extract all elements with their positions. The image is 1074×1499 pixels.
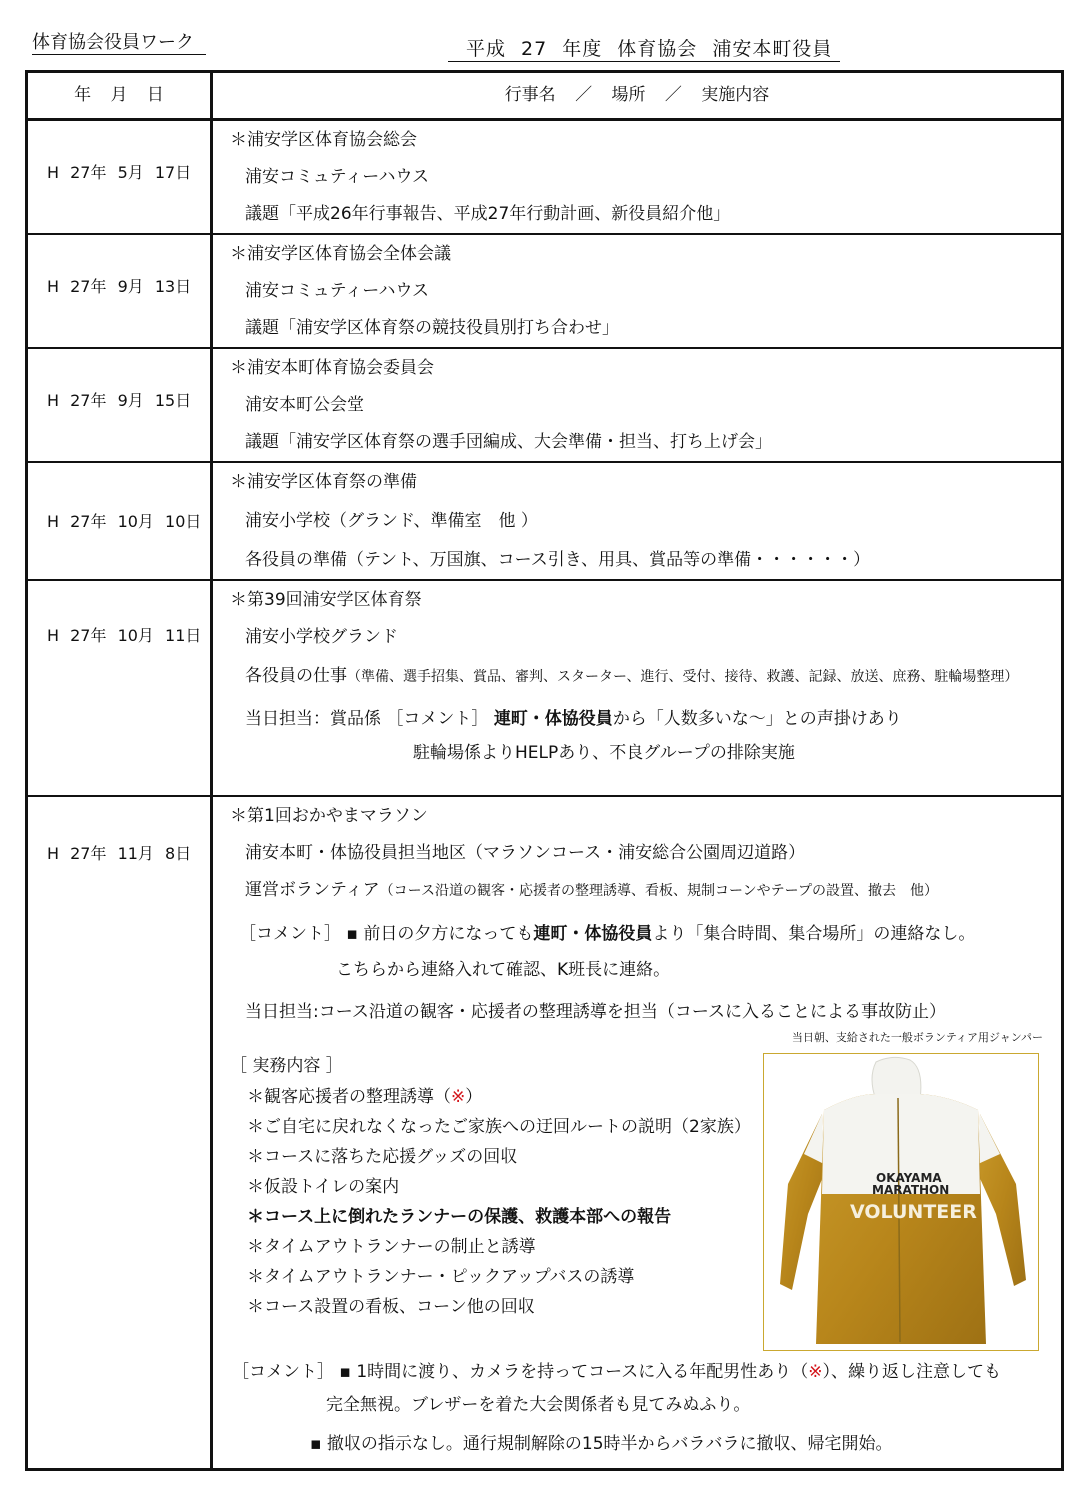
event-title: ＊浦安学区体育祭の準備 <box>230 472 417 492</box>
event-area: 浦安本町・体協役員担当地区（マラソンコース・浦安総合公園周辺道路） <box>245 843 806 863</box>
comment-2-prefix: ［コメント］ ▪ 1時間に渡り、カメラを持ってコースに入る年配男性あり（ <box>232 1362 809 1382</box>
list-item: ＊コース設置の看板、コーン他の回収 <box>247 1297 535 1317</box>
header-content: 行事名 ／ 場所 ／ 実施内容 <box>504 85 770 105</box>
table-row <box>27 348 1063 462</box>
schedule-table <box>25 70 1064 1471</box>
table-row <box>27 120 1063 235</box>
table-row <box>27 462 1063 580</box>
volunteer-line <box>230 872 1061 910</box>
comment-3: ▪ 撤収の指示なし。通行規制解除の15時半からバラバラに撤収、帰宅開始。 <box>310 1434 893 1454</box>
event-place: 浦安小学校（グランド、準備室 他 ） <box>245 511 538 531</box>
comment-line <box>230 697 1061 741</box>
photo-caption: 当日朝、支給された一般ボランティア用ジャンパー <box>791 1031 1043 1044</box>
jacket-text-1: OKAYAMA <box>876 1171 942 1185</box>
task-text: ＊観客応援者の整理誘導（ <box>247 1087 451 1107</box>
task-text-end: ） <box>465 1087 483 1107</box>
jacket-text-2: MARATHON <box>872 1183 950 1197</box>
fiscal-year-title: 平成 27 年度 体育協会 浦安本町役員 <box>448 37 840 62</box>
jacket-image <box>764 1054 1038 1350</box>
reference-mark: ※ <box>451 1087 466 1107</box>
comment-prefix: 当日担当：賞品係 ［コメント］ <box>245 709 489 729</box>
event-title: ＊浦安本町体育協会委員会 <box>230 358 434 378</box>
event-place: 浦安コミュティーハウス <box>245 281 429 301</box>
list-item: ＊タイムアウトランナーの制止と誘導 <box>247 1237 536 1257</box>
event-title: ＊第1回おかやまマラソン <box>230 806 428 826</box>
duty-detail: （準備、選手招集、賞品、審判、スターター、進行、受付、接待、救護、記録、放送、庶務、駐輪場整理） <box>347 669 1019 685</box>
comment-line-2: 駐輪場係よりHELPあり、不良グループの排除実施 <box>413 743 795 763</box>
reference-mark: ※ <box>808 1362 823 1382</box>
volunteer-detail: （コース沿道の観客・応援者の整理誘導、看板、規制コーンやテープの設置、撤去 他） <box>379 883 938 899</box>
jacket-text-3: VOLUNTEER <box>850 1201 977 1223</box>
comment-2-line-2: 完全無視。ブレザーを着た大会関係者も見てみぬふり。 <box>326 1395 751 1415</box>
event-place: 浦安コミュティーハウス <box>245 167 429 187</box>
table-header-row <box>27 72 1063 120</box>
duty-label: 各役員の仕事 <box>245 666 347 686</box>
comment-2 <box>230 1354 1061 1390</box>
comment-rest: から「人数多いな～」との声掛けあり <box>612 709 902 729</box>
event-detail: 各役員の準備（テント、万国旗、コース引き、用具、賞品等の準備・・・・・・） <box>245 550 871 570</box>
comment-1-emphasis: 連町・体協役員 <box>533 924 653 944</box>
event-place: 浦安小学校グランド <box>245 627 398 647</box>
list-item: ＊ご自宅に戻れなくなったご家族への迂回ルートの説明（2家族） <box>247 1117 751 1137</box>
event-title: ＊第39回浦安学区体育祭 <box>230 590 422 610</box>
row-date: H 27年 10月 10日 <box>47 512 202 531</box>
row-date: H 27年 9月 13日 <box>47 277 192 296</box>
row-date: H 27年 10月 11日 <box>47 626 202 645</box>
list-item: ＊タイムアウトランナー・ピックアップバスの誘導 <box>247 1267 635 1287</box>
list-item: ＊仮設トイレの案内 <box>247 1177 400 1197</box>
list-item: ＊コース上に倒れたランナーの保護、救護本部への報告 <box>247 1207 672 1227</box>
volunteer-jacket-photo <box>763 1053 1039 1351</box>
tasks-header: ［ 実務内容 ］ <box>230 1056 343 1076</box>
volunteer-label: 運営ボランティア <box>245 880 380 900</box>
row-date: H 27年 5月 17日 <box>47 163 192 182</box>
document-title: 体育協会役員ワーク <box>32 32 206 55</box>
header-date: 年 月 日 <box>74 85 164 105</box>
comment-2-rest: ）、繰り返し注意しても <box>822 1362 1002 1382</box>
table-row <box>27 234 1063 348</box>
duty-line: 当日担当:コース沿道の観客・応援者の整理誘導を担当（コースに入ることによる事故防止） <box>245 1002 947 1022</box>
table-row <box>27 580 1063 796</box>
duty-line <box>230 656 1061 697</box>
comment-1 <box>230 912 1061 956</box>
comment-emphasis: 連町・体協役員 <box>493 709 613 729</box>
list-item: ＊コースに落ちた応援グッズの回収 <box>247 1147 518 1167</box>
comment-1-prefix: ［コメント］ ▪ 前日の夕方になっても <box>239 924 534 944</box>
event-detail: 議題「浦安学区体育祭の競技役員別打ち合わせ」 <box>245 318 619 338</box>
row-date: H 27年 9月 15日 <box>47 391 192 410</box>
comment-1-line-2: こちらから連絡入れて確認、K班長に連絡。 <box>336 960 671 980</box>
event-detail: 議題「浦安学区体育祭の選手団編成、大会準備・担当、打ち上げ会」 <box>245 432 772 452</box>
event-detail: 議題「平成26年行事報告、平成27年行動計画、新役員紹介他」 <box>245 204 731 224</box>
table-row <box>27 796 1063 1470</box>
comment-1-rest: より「集合時間、集合場所」の連絡なし。 <box>652 924 976 944</box>
event-title: ＊浦安学区体育協会全体会議 <box>230 244 451 264</box>
row-date: H 27年 11月 8日 <box>47 844 192 863</box>
event-title: ＊浦安学区体育協会総会 <box>230 130 417 150</box>
event-place: 浦安本町公会堂 <box>245 395 364 415</box>
